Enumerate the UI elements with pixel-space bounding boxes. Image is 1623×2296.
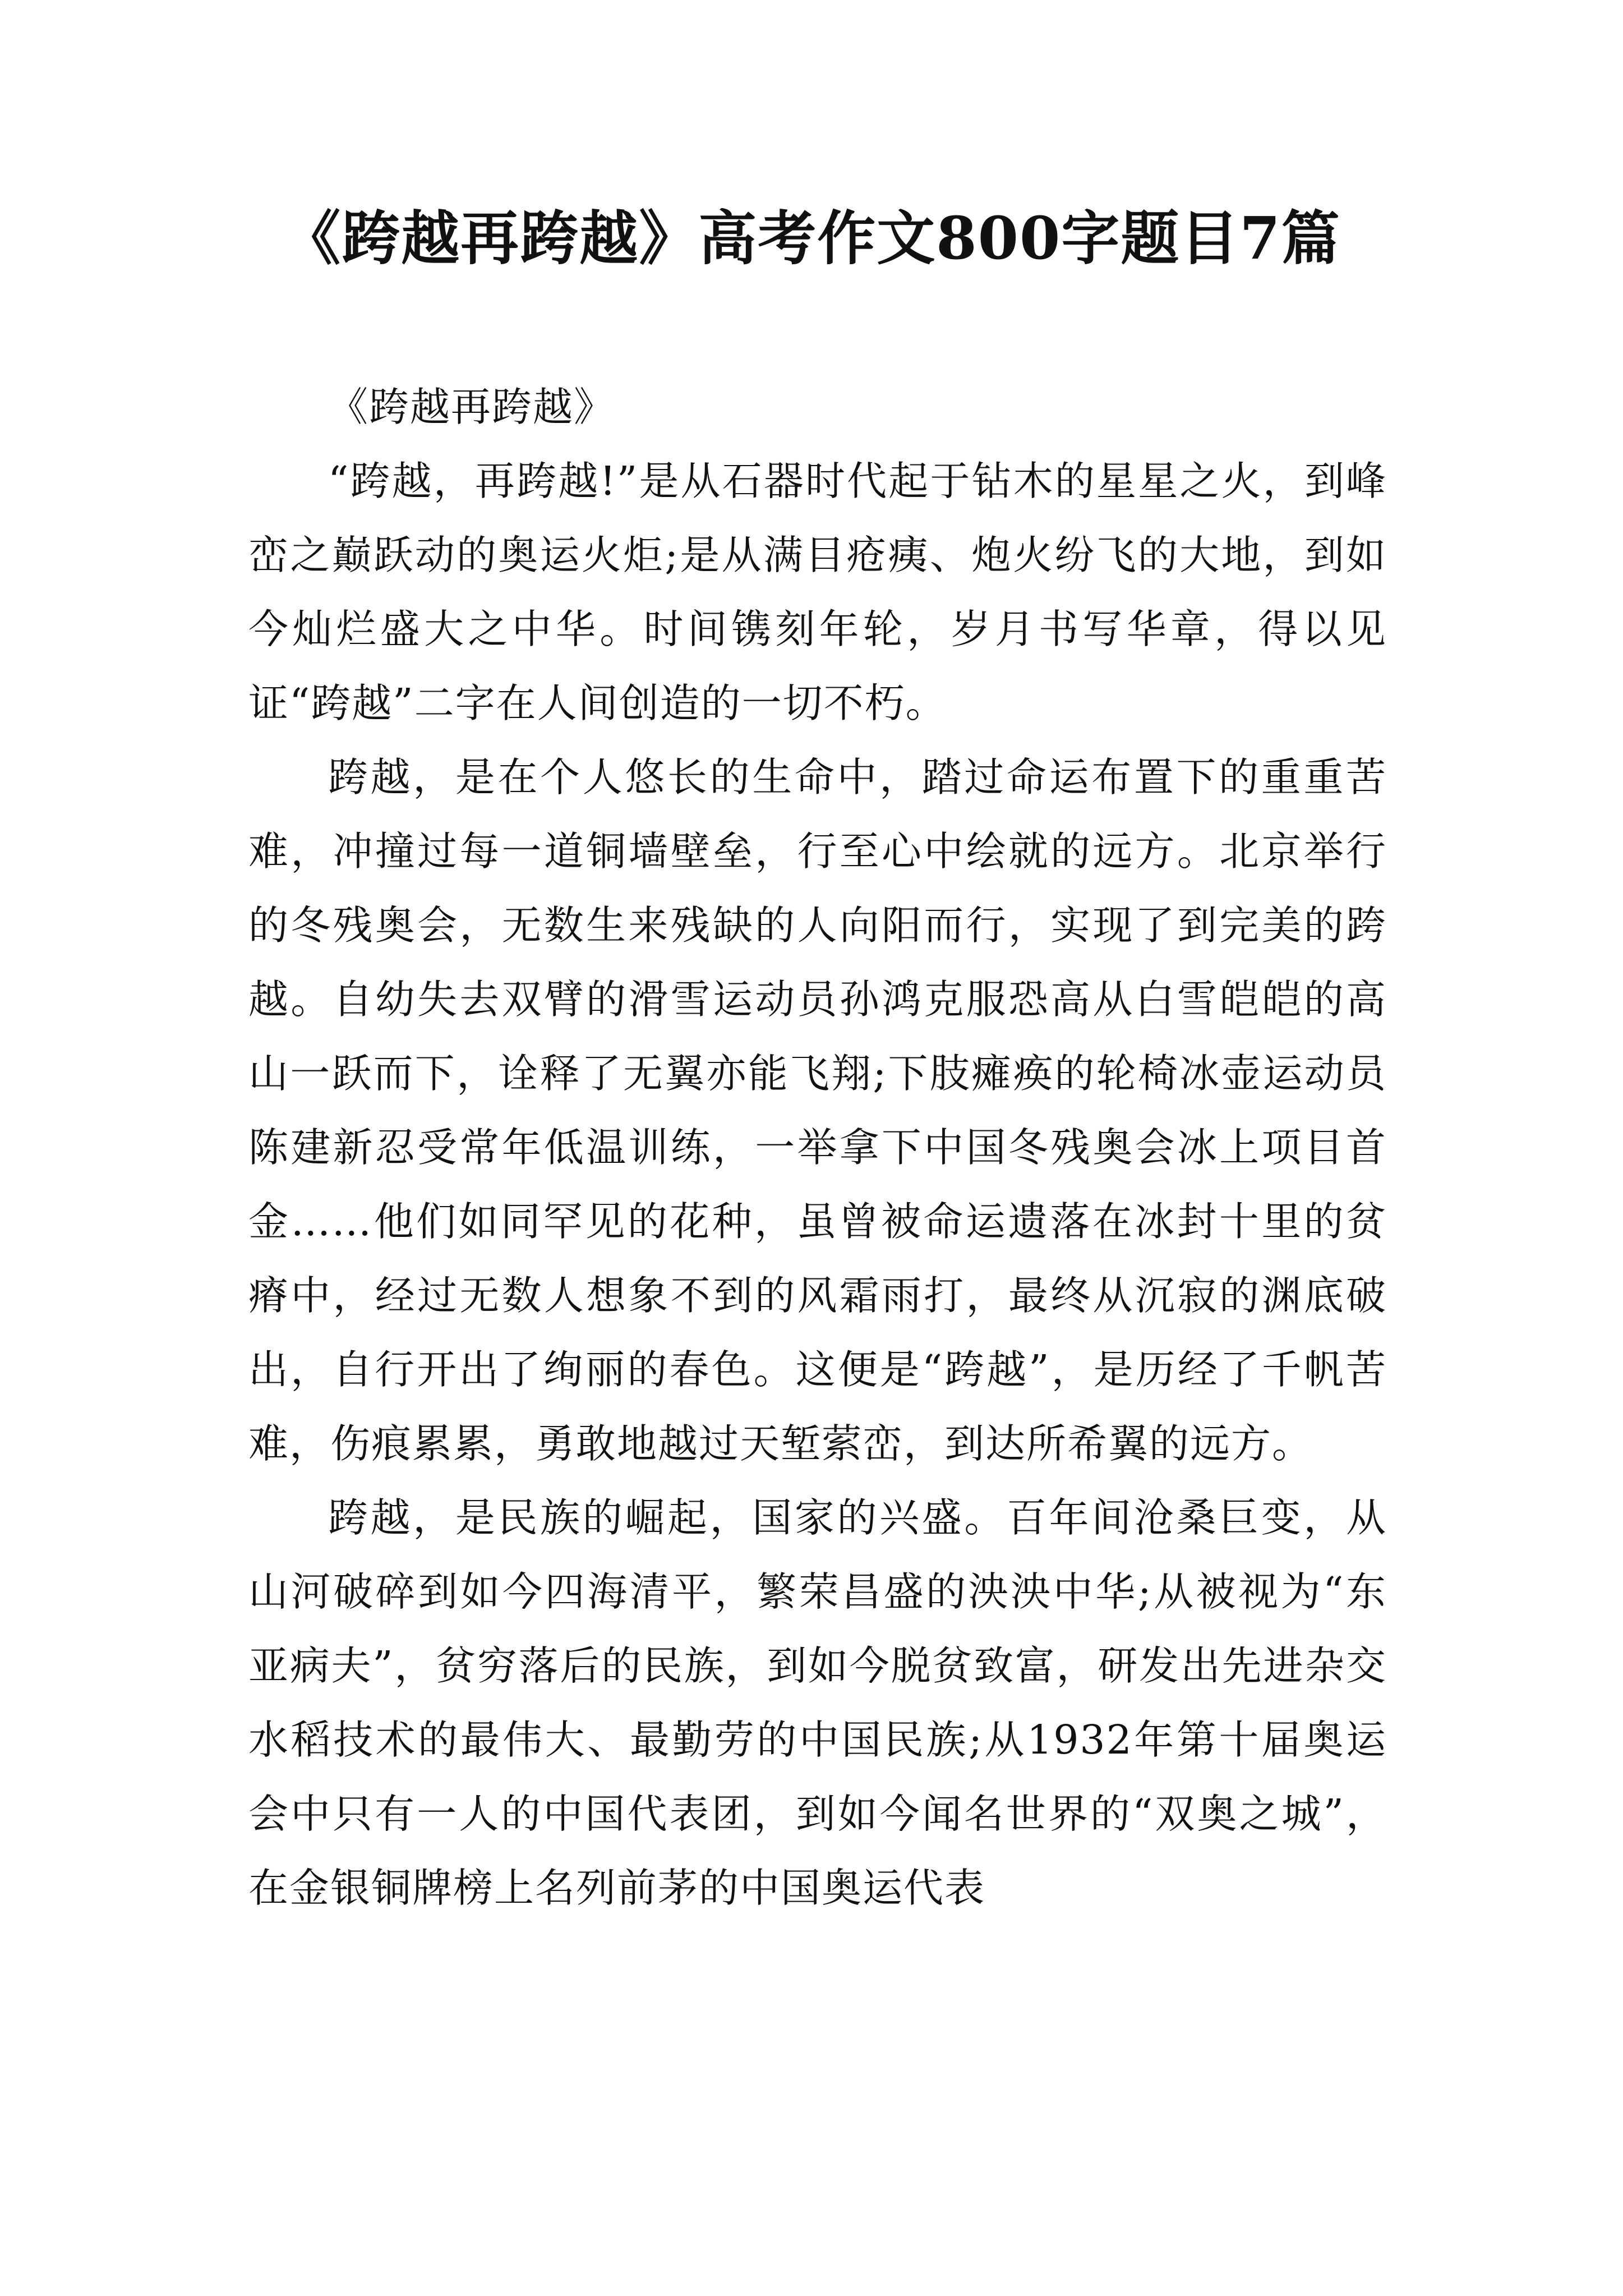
document-body xyxy=(248,370,1387,1925)
paragraph: 跨越，是在个人悠长的生命中，踏过命运布置下的重重苦难，冲撞过每一道铜墙壁垒，行至心中绘就的远方。北京举行的冬残奥会，无数生来残缺的人向阳而行，实现了到完美的跨越。自幼失去双臂的滑雪运动员孙鸿克服恐高从白雪皑皑的高山一跃而下，诠释了无翼亦能飞翔;下肢瘫痪的轮椅冰壶运动员陈建新忍受常年低温训练，一举拿下中国冬残奥会冰上项目首金……他们如同罕见的花种，虽曾被命运遗落在冰封十里的贫瘠中，经过无数人想象不到的风霜雨打，最终从沉寂的渊底破出，自行开出了绚丽的春色。这便是“跨越”，是历经了千帆苦难，伤痕累累，勇敢地越过天堑萦峦，到达所希翼的远方。 xyxy=(248,754,1387,1467)
paragraph: 跨越，是民族的崛起，国家的兴盛。百年间沧桑巨变，从山河破碎到如今四海清平，繁荣昌盛的泱泱中华;从被视为“东亚病夫”，贫穷落后的民族，到如今脱贫致富，研发出先进杂交水稻技术的最伟大、最勤劳的中国民族;从1932年第十届奥运会中只有一人的中国代表团，到如今闻名世界的“双奥之城”，在金银铜牌榜上名列前茅的中国奥运代表 xyxy=(248,1494,1387,1911)
document-title: 《跨越再跨越》高考作文800字题目7篇 xyxy=(282,204,1341,273)
paragraph-subtitle: 《跨越再跨越》 xyxy=(328,384,615,430)
paragraph: “跨越，再跨越!”是从石器时代起于钻木的星星之火，到峰峦之巅跃动的奥运火炬;是从满目疮痍、炮火纷飞的大地，到如今灿烂盛大之中华。时间镌刻年轮，岁月书写华章，得以见证“跨越”二字在人间创造的一切不朽。 xyxy=(248,458,1387,726)
